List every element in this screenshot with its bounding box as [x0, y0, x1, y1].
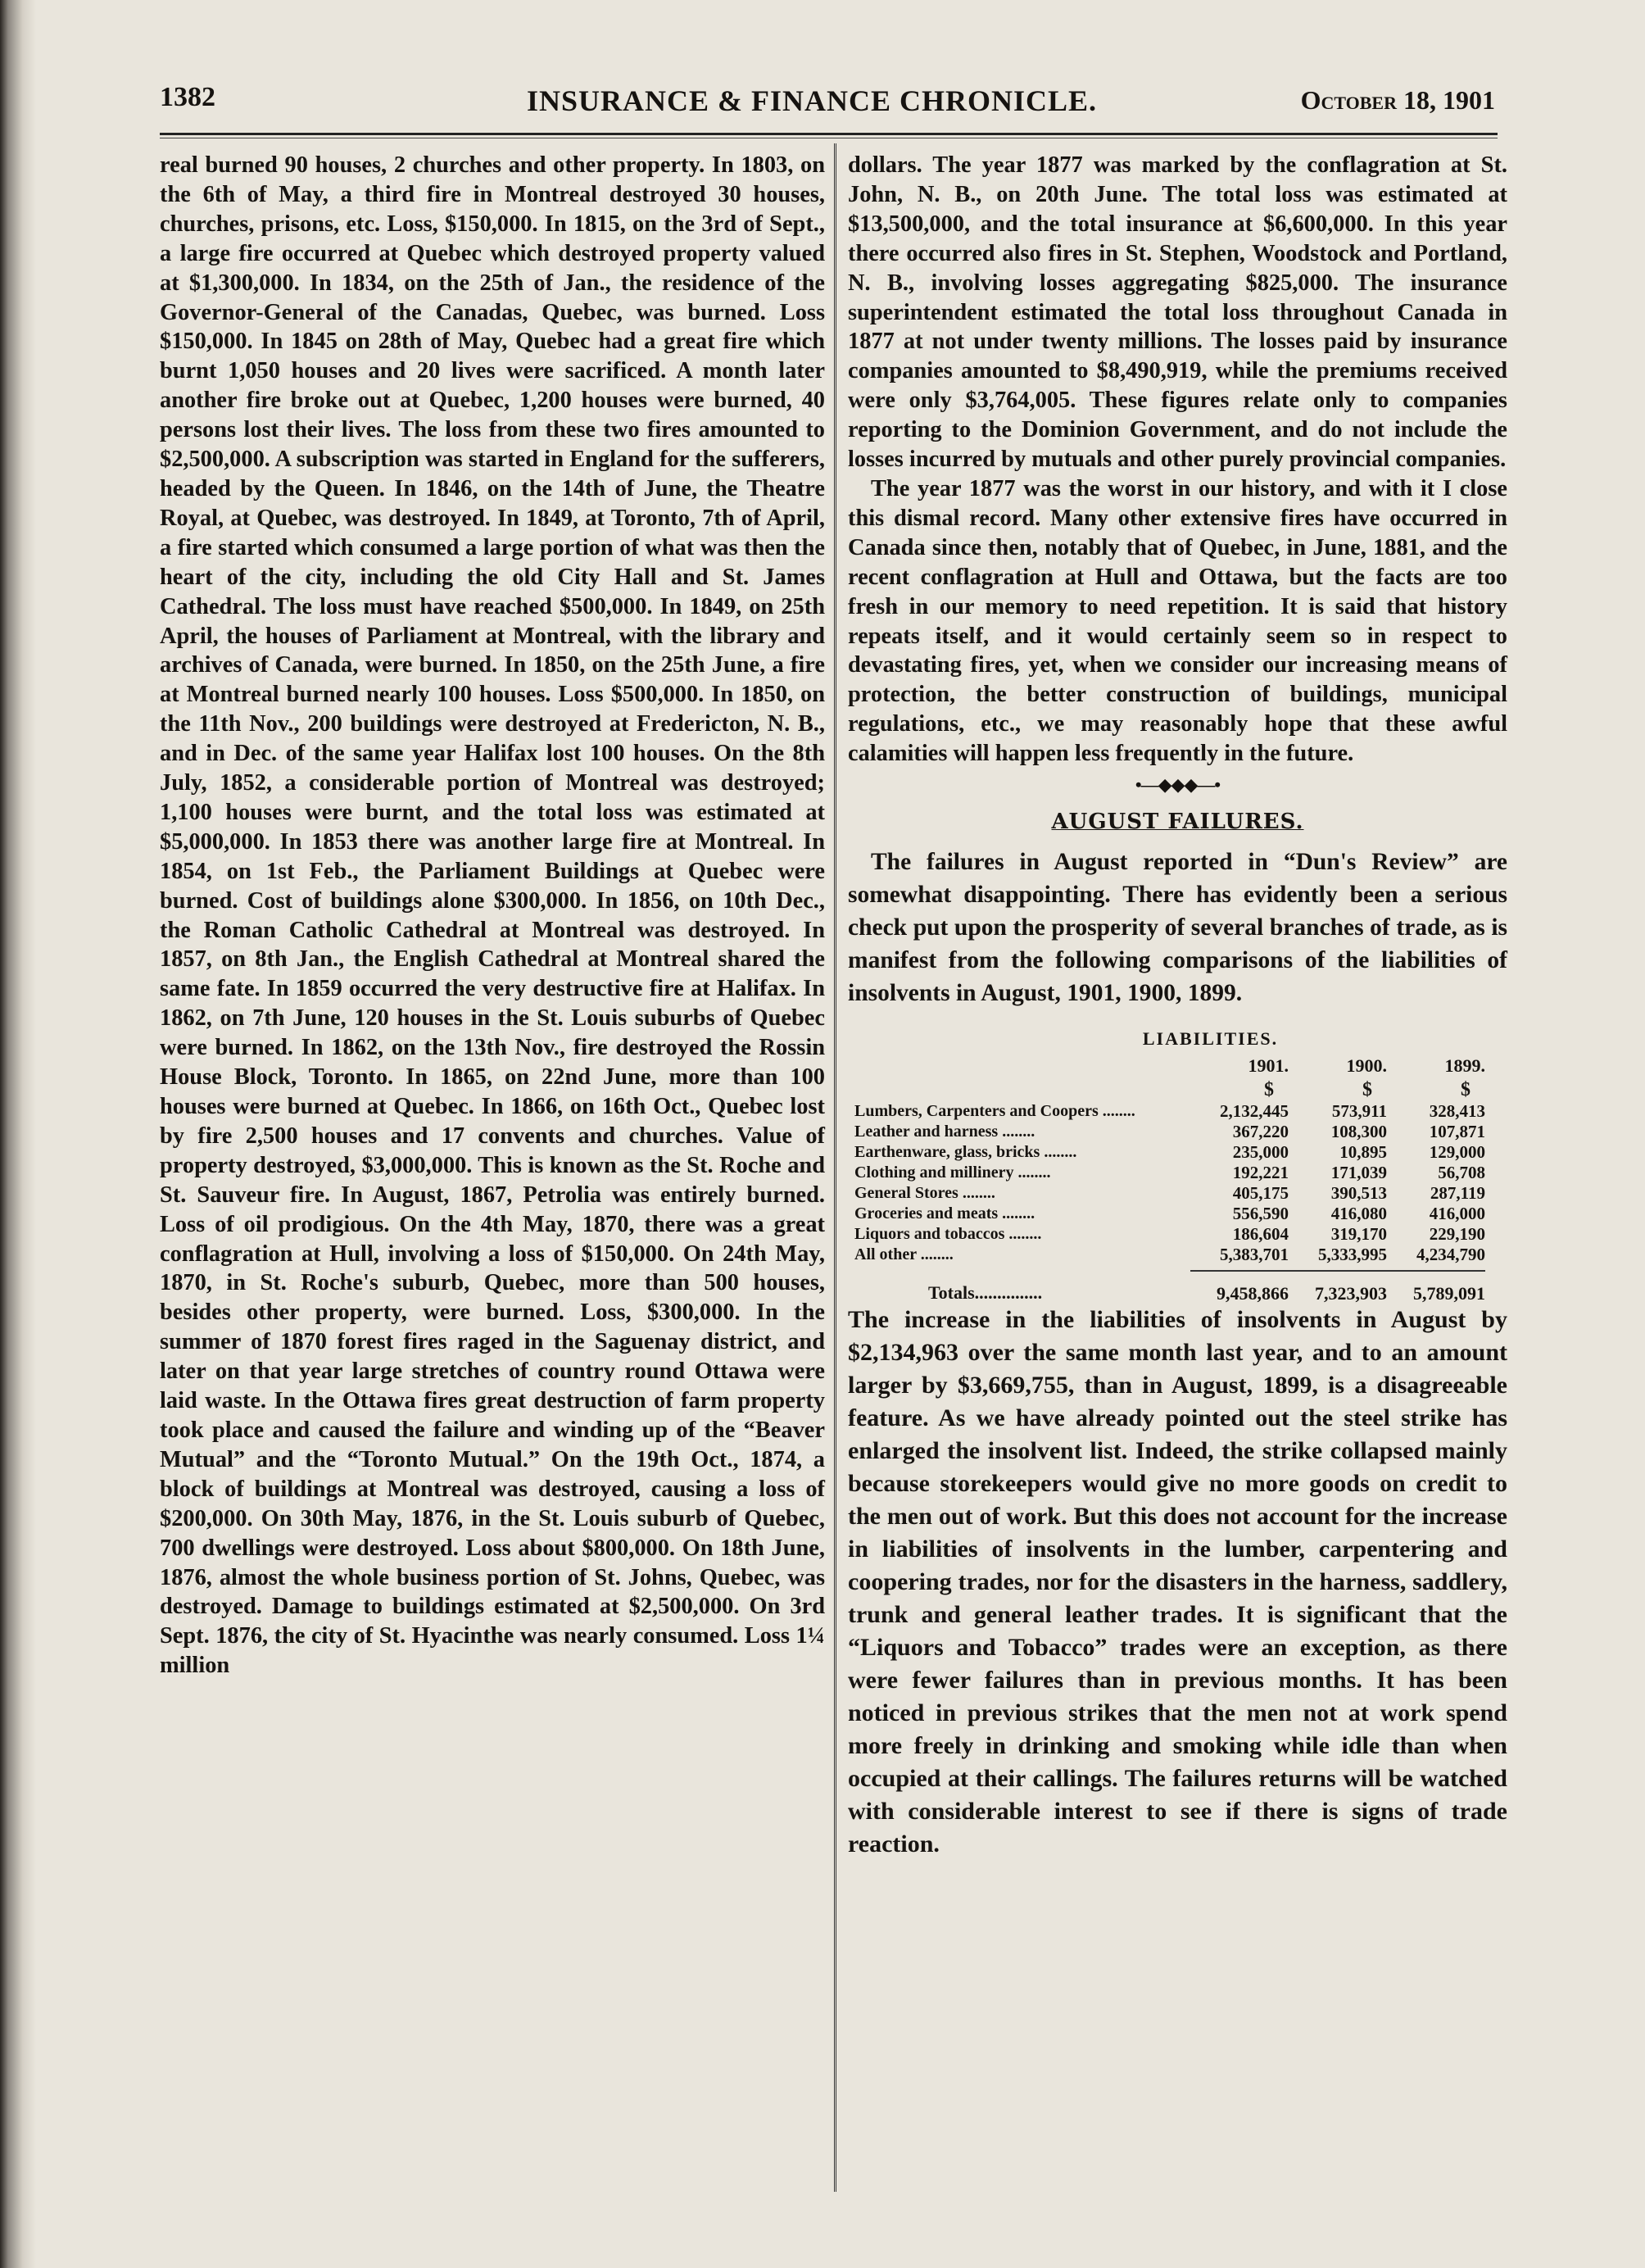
year-header: 1901. [1248, 1055, 1289, 1076]
publication-title: INSURANCE & FINANCE CHRONICLE. [527, 84, 1098, 117]
right-paragraph-1: dollars. The year 1877 was marked by the conflagration at St. John, N. B., on 20th June. The total loss was estimated at $13,500,000, and the total insurance at $6,600,000. In this year there occurred also fires in St. Stephen, Woodstock and Portland, N. B., involving losses aggregating $825,000. The insurance superintendent estimated the total loss throughout Canada in 1877 at not under twenty millions. The losses paid by insurance companies amounted to $8,490,919, while the premiums received were only $3,764,005. These figures relate only to companies reporting to the Dominion Government, and do not include the losses incurred by mutuals and other purely provincial companies. [848, 152, 1507, 473]
header-rule [160, 133, 1498, 138]
cell-1901: 9,458,866 [1217, 1282, 1289, 1304]
cell-1900: 416,080 [1330, 1203, 1387, 1223]
cell-1901: 192,221 [1232, 1162, 1289, 1182]
cell-1899: 328,413 [1429, 1100, 1485, 1121]
cell-1899: 416,000 [1429, 1203, 1485, 1223]
category-label: Lumbers, Carpenters and Coopers ........ [854, 1101, 1135, 1120]
closing-paragraph: The increase in the liabilities of insolvents in August by $2,134,963 over the same month last year, and to an amount larger by $3,669,755, than in August, 1899, is a disagreeable feature. As we have already pointed out the steel strike has enlarged the insolvent list. Indeed, the strike collapsed mainly because storekeepers would give no more goods on credit to the men out of work. But this does not account for the increase in liabilities of insolvents in the lumber, carpentering and coopering trades, nor for the disasters in the harness, saddlery, trunk and general leather trades. It is significant that the “Liquors and Tobacco” trades were an exception, as there were fewer failures than in previous months. It has been noticed in previous strikes that the men not at work spend more freely in drinking and smoking while idle than when occupied at their callings. The failures returns will be watched with considerable interest to see if there is signs of trade reaction. [848, 1305, 1507, 1857]
right-paragraph-2: The year 1877 was the worst in our history, and with it I close this dismal record. Many other extensive fires have occurred in Canada since then, notably that of Quebec, in June, 1881, and the recent conflagration at Hull and Ottawa, but the facts are too fresh in our memory to need repetition. It is said that history repeats itself, and it would certainly seem so in respect to devastating fires, yet, when we consider our increasing means of protection, the better construction of buildings, municipal regulations, etc., we may reasonably hope that these awful calamities will happen less frequently in the future. [848, 475, 1507, 767]
cell-1899: 129,000 [1429, 1141, 1485, 1162]
left-column [160, 151, 825, 1681]
cell-1900: 5,333,995 [1318, 1244, 1387, 1264]
cell-1899: 107,871 [1429, 1121, 1485, 1141]
cell-1899: 287,119 [1430, 1182, 1485, 1203]
table-row [854, 1142, 1485, 1163]
currency-row [854, 1078, 1485, 1101]
cell-1900: 108,300 [1330, 1121, 1387, 1141]
table-row [854, 1204, 1485, 1224]
issue-date: October 18, 1901 [1300, 85, 1495, 115]
cell-1901: 367,220 [1232, 1121, 1289, 1141]
cell-1900: 319,170 [1330, 1223, 1387, 1244]
table-row [854, 1101, 1485, 1122]
liabilities-table-title: LIABILITIES. [1142, 1027, 1279, 1049]
currency-symbol: $ [1264, 1078, 1274, 1100]
year-header: 1899. [1444, 1055, 1485, 1076]
cell-1901: 2,132,445 [1220, 1100, 1289, 1121]
table-row [854, 1224, 1485, 1245]
section-title: AUGUST FAILURES. [1051, 810, 1304, 835]
cell-1900: 573,911 [1331, 1100, 1387, 1121]
totals-row [854, 1271, 1485, 1304]
cell-1899: 5,789,091 [1413, 1282, 1485, 1304]
cell-1900: 10,895 [1339, 1141, 1387, 1162]
category-label: Leather and harness ........ [854, 1122, 1035, 1141]
page-binding-edge [0, 0, 36, 2268]
cell-1901: 556,590 [1232, 1203, 1289, 1223]
category-label: General Stores ........ [854, 1183, 995, 1202]
cell-1901: 186,604 [1232, 1223, 1289, 1244]
category-label: Clothing and millinery ........ [854, 1163, 1051, 1182]
table-row [854, 1163, 1485, 1183]
cell-1900: 390,513 [1330, 1182, 1387, 1203]
currency-symbol: $ [1362, 1078, 1372, 1100]
category-label: Liquors and tobaccos ........ [854, 1224, 1042, 1243]
table-row [854, 1122, 1485, 1142]
category-label: Groceries and meats ........ [854, 1204, 1035, 1222]
totals-label: Totals............... [928, 1282, 1043, 1304]
cell-1899: 4,234,790 [1416, 1244, 1485, 1264]
cell-1901: 235,000 [1232, 1141, 1289, 1162]
page-number: 1382 [160, 82, 215, 112]
totals-rule [854, 1265, 1485, 1271]
year-header: 1900. [1346, 1055, 1387, 1076]
currency-symbol: $ [1461, 1078, 1471, 1100]
right-column [848, 151, 1507, 1861]
cell-1899: 229,190 [1429, 1223, 1485, 1244]
cell-1900: 171,039 [1330, 1162, 1387, 1182]
table-row [854, 1183, 1485, 1204]
section-intro: The failures in August reported in “Dun's Review” are somewhat disappointing. There has evidently been a serious check put upon the prosperity of several branches of trade, as is manifest from the following comparisons of the liabilities of insolvents in August, 1901, 1900, 1899. [848, 848, 1507, 1006]
left-column-text: real burned 90 houses, 2 churches and other property. In 1803, on the 6th of May, a third fire in Montreal destroyed 30 houses, churches, prisons, etc. Loss, $150,000. In 1815, on the 3rd of Sept., a large fire occurred at Quebec which destroyed property valued at $1,300,000. In 1834, on the 25th of Jan., the residence of the Governor-General of the Canadas, Quebec, was burned. Loss $150,000. In 1845 on 28th of May, Quebec had a great fire which burnt 1,050 houses and 20 lives were sacrificed. A month later another fire broke out at Quebec, 1,200 houses were burned, 40 persons lost their lives. The loss from these two fires amounted to $2,500,000. A subscription was started in England for the sufferers, headed by the Queen. In 1846, on the 14th of June, the Theatre Royal, at Quebec, was destroyed. In 1849, at Toronto, 7th of April, a fire started which consumed a large portion of what was then the heart of the city, including the old City Hall and St. James Cathedral. The loss must have reached $500,000. In 1849, on 25th April, the houses of Parliament at Montreal, with the library and archives of Canada, were burned. In 1850, on the 25th June, a fire at Montreal burned nearly 100 houses. Loss $500,000. In 1850, on the 11th Nov., 200 buildings were destroyed at Fredericton, N. B., and in Dec. of the same year Halifax lost 100 houses. On the 8th July, 1852, a considerable portion of Montreal was destroyed; 1,100 houses were burnt, and the total loss was estimated at $5,000,000. In 1853 there was another large fire at Montreal. In 1854, on 1st Feb., the Parliament Buildings at Quebec were burned. Cost of buildings alone $300,000. In 1856, on 10th Dec., the Roman Catholic Cathedral at Montreal was destroyed. In 1857, on 8th Jan., the English Cathedral at Montreal shared the same fate. In 1859 occurred the very destructive fire at Halifax. In 1862, on 7th June, 120 houses in the St. Louis suburbs of Quebec were burned. In 1862, on the 13th Nov., fire destroyed the Rossin House Block, Toronto. In 1865, on 22nd June, more than 100 houses were burned at Quebec. In 1866, on 16th Oct., Quebec lost by fire 2,500 houses and 17 convents and churches. Value of property destroyed, $3,000,000. This is known as the St. Roche and St. Sauveur fire. In August, 1867, Petrolia was entirely burned. Loss of oil prodigious. On the 4th May, 1870, there was a great conflagration at Hull, involving a loss of $150,000. On 24th May, 1870, in St. Roche's suburb, Quebec, more than 500 houses, besides other property, were burned. Loss, $300,000. In the summer of 1870 forest fires raged in the Saguenay district, and later on that year large stretches of country round Ottawa were laid waste. In the Ottawa fires great destruction of farm property took place and caused the failure and winding up of the “Beaver Mutual” and the “Toronto Mutual.” On the 19th Oct., 1874, a block of buildings at Montreal was destroyed, causing a loss of $200,000. On 30th May, 1876, in the St. Louis suburb of Quebec, 700 dwellings were destroyed. Loss about $800,000. On 18th June, 1876, almost the whole business portion of St. Johns, Quebec, was destroyed. Damage to buildings estimated at $2,500,000. On 3rd Sept. 1876, the city of St. Hyacinthe was nearly consumed. Loss 1¼ million [160, 152, 825, 1679]
cell-1901: 5,383,701 [1220, 1244, 1289, 1264]
liabilities-table [854, 1054, 1485, 1304]
category-label: All other ........ [854, 1245, 954, 1263]
cell-1900: 7,323,903 [1315, 1282, 1387, 1304]
table-row [854, 1245, 1485, 1265]
section-ornament: •—◆◆◆—• [1135, 774, 1221, 796]
table-header-row [854, 1054, 1485, 1078]
page-header [160, 82, 1495, 131]
category-label: Earthenware, glass, bricks ........ [854, 1142, 1077, 1161]
cell-1901: 405,175 [1232, 1182, 1289, 1203]
column-divider [834, 143, 836, 2192]
cell-1899: 56,708 [1438, 1162, 1485, 1182]
